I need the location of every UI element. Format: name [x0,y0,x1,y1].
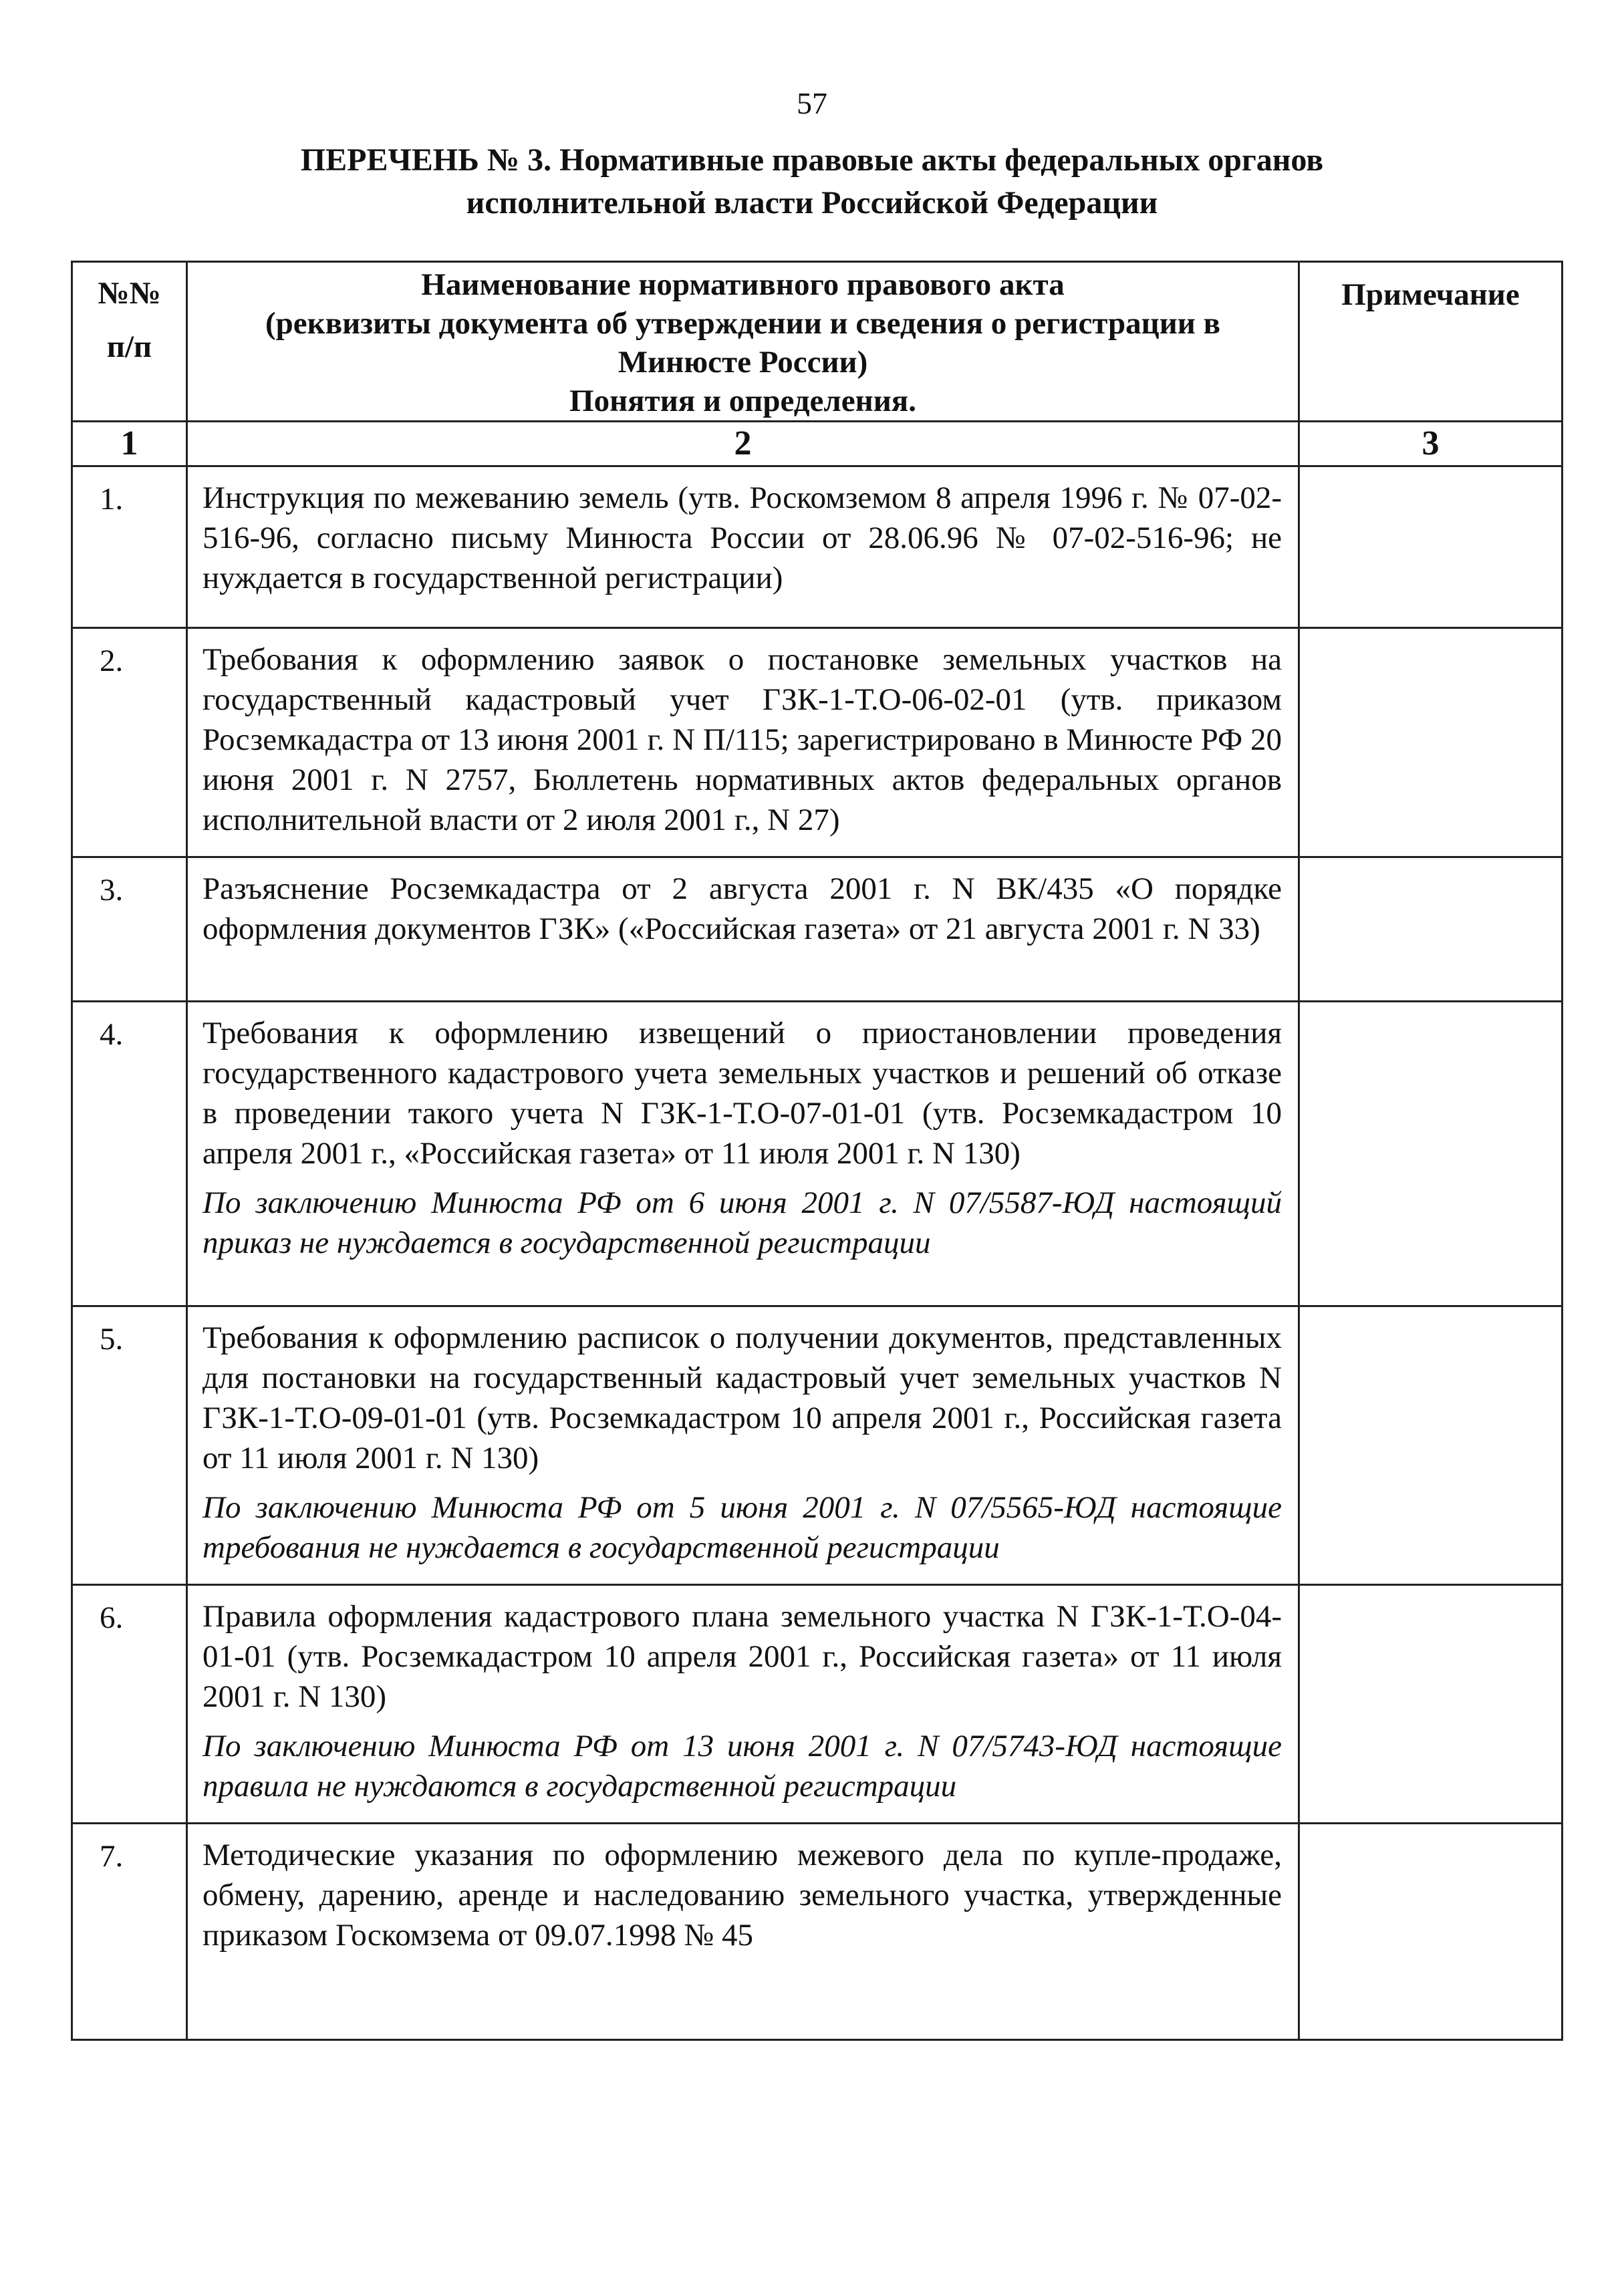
table-row [72,466,1563,628]
row-text [187,1306,1299,1585]
row-text [187,857,1299,1002]
act-description: Инструкция по межеванию земель (утв. Роскомземом 8 апреля 1996 г. № 07-02-516-96, согласно письму Минюста России от 28.06.96 № 07-02-516-96; не нуждается в государственной регистрации) [202,480,1282,595]
act-description: Правила оформления кадастрового плана земельного участка N ГЗК-1-Т.О-04-01-01 (утв. Росземкадастром 10 апреля 2001 г., Российская газета» от 11 июля 2001 г. N 130) [202,1599,1282,1714]
header-name-line-3: Минюсте России) [618,345,868,380]
row-number: 1. [72,466,187,628]
ministry-conclusion-note: По заключению Минюста РФ от 13 июня 2001 г. N 07/5743-ЮД настоящие правила не нуждаются в государственной регистрации [202,1729,1282,1804]
row-number: 5. [72,1306,187,1585]
column-number: 3 [1299,422,1563,466]
ministry-conclusion-note: По заключению Минюста РФ от 5 июня 2001 г. N 07/5565-ЮД настоящие требования не нуждается в государственной регистрации [202,1490,1282,1565]
column-number: 1 [72,422,187,466]
acts-table [71,261,1563,2041]
row-number: 3. [72,857,187,1002]
row-text [187,466,1299,628]
header-name-line-2: (реквизиты документа об утверждении и сведения о регистрации в [265,306,1221,341]
header-note-cell: Примечание [1299,262,1563,422]
act-description: Требования к оформлению извещений о приостановлении проведения государственного кадастрового учета земельных участков и решений об отказе в проведении такого учета N ГЗК-1-Т.О-07-01-01 (утв. Росземкадастром 10 апреля 2001 г., «Российская газета» от 11 июля 2001 г. N 130) [202,1016,1282,1171]
row-note [1299,1306,1563,1585]
header-name-line-1: Наименование нормативного правового акта [421,267,1065,302]
row-number: 2. [72,628,187,857]
act-description: Методические указания по оформлению межевого дела по купле-продаже, обмену, дарению, аренде и наследованию земельного участка, утвержденные приказом Госкомзема от 09.07.1998 № 45 [202,1838,1282,1953]
column-number-row [72,422,1563,466]
table-row [72,1306,1563,1585]
header-name-line-4: Понятия и определения. [569,384,916,418]
document-title [0,139,1624,225]
row-note [1299,466,1563,628]
page-number: 57 [797,86,827,120]
table-header-row [72,262,1563,422]
header-name-cell [187,262,1299,422]
table-row [72,1585,1563,1824]
act-description: Требования к оформлению заявок о постановке земельных участков на государственный кадастровый учет ГЗК-1-Т.О-06-02-01 (утв. приказом Росземкадастра от 13 июня 2001 г. N П/115; зарегистрировано в Минюсте РФ 20 июня 2001 г. N 2757, Бюллетень нормативных актов федеральных органов исполнительной власти от 2 июля 2001 г., N 27) [202,642,1282,837]
act-description: Разъяснение Росземкадастра от 2 августа 2001 г. N ВК/435 «О порядке оформления документов ГЗК» («Российская газета» от 21 августа 2001 г. N 33) [202,871,1282,946]
act-description: Требования к оформлению расписок о получении документов, представленных для постановки на государственный кадастровый учет земельных участков N ГЗК-1-Т.О-09-01-01 (утв. Росземкадастром 10 апреля 2001 г., Российская газета от 11 июля 2001 г. N 130) [202,1320,1282,1475]
table-row [72,1824,1563,2040]
table-row [72,1002,1563,1306]
header-number-cell [72,262,187,422]
row-number: 7. [72,1824,187,2040]
table-row [72,857,1563,1002]
column-number: 2 [187,422,1299,466]
header-number-line-1: №№ [98,276,161,311]
row-note [1299,1824,1563,2040]
row-number: 6. [72,1585,187,1824]
ministry-conclusion-note: По заключению Минюста РФ от 6 июня 2001 г. N 07/5587-ЮД настоящий приказ не нуждается в государственной регистрации [202,1185,1282,1260]
title-line-1: ПЕРЕЧЕНЬ № 3. Нормативные правовые акты федеральных органов [300,142,1324,178]
row-note [1299,1002,1563,1306]
row-note [1299,857,1563,1002]
row-text [187,1002,1299,1306]
row-note [1299,1585,1563,1824]
table-row [72,628,1563,857]
row-text [187,1824,1299,2040]
row-number: 4. [72,1002,187,1306]
row-text [187,628,1299,857]
title-line-2: исполнительной власти Российской Федерации [466,185,1158,221]
row-note [1299,628,1563,857]
row-text [187,1585,1299,1824]
header-number-line-2: п/п [106,329,152,364]
